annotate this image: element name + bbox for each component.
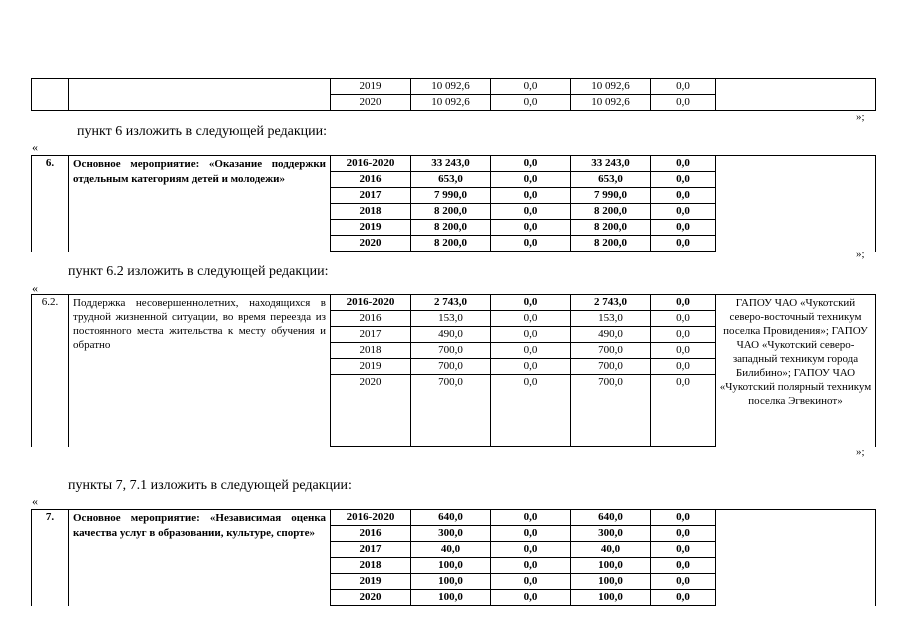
- number-cell: 6.: [32, 156, 69, 252]
- close-quote: »;: [856, 446, 865, 458]
- other-cell: 0,0: [651, 574, 716, 590]
- other-cell: 0,0: [651, 172, 716, 188]
- table-row: [32, 295, 876, 311]
- open-quote: «: [32, 281, 38, 295]
- year-cell: 2017: [331, 327, 411, 343]
- executor-cell: [716, 510, 876, 606]
- instruction-text: пункт 6.2 изложить в следующей редакции:: [68, 264, 329, 279]
- total-cell: 7 990,0: [411, 188, 491, 204]
- year-cell: 2020: [331, 95, 411, 111]
- close-quote: »;: [856, 248, 865, 260]
- other-cell: 0,0: [651, 558, 716, 574]
- table-row: [32, 156, 876, 172]
- other-cell: 0,0: [651, 343, 716, 359]
- total-cell: 640,0: [411, 510, 491, 526]
- other-cell: 0,0: [651, 311, 716, 327]
- year-cell: 2019: [331, 79, 411, 95]
- federal-cell: 0,0: [491, 311, 571, 327]
- other-cell: 0,0: [651, 510, 716, 526]
- total-cell: 10 092,6: [411, 95, 491, 111]
- table-row: [32, 79, 876, 95]
- total-cell: 700,0: [411, 343, 491, 359]
- year-cell: 2020: [331, 236, 411, 252]
- year-cell: 2016: [331, 526, 411, 542]
- instruction-text: пункт 6 изложить в следующей редакции:: [77, 124, 327, 139]
- other-cell: 0,0: [651, 204, 716, 220]
- section-table: [31, 294, 876, 447]
- other-cell: 0,0: [651, 156, 716, 172]
- total-cell: 40,0: [411, 542, 491, 558]
- federal-cell: 0,0: [491, 156, 571, 172]
- regional-cell: 8 200,0: [571, 204, 651, 220]
- total-cell: 490,0: [411, 327, 491, 343]
- year-cell: 2017: [331, 188, 411, 204]
- regional-cell: 300,0: [571, 526, 651, 542]
- total-cell: 700,0: [411, 359, 491, 375]
- description-cell: Основное мероприятие: «Независимая оценка качества услуг в образовании, культуре, спорте»: [69, 510, 331, 606]
- close-quote: »;: [856, 111, 865, 123]
- regional-cell: 8 200,0: [571, 236, 651, 252]
- executor-cell: [716, 156, 876, 252]
- regional-cell: 100,0: [571, 558, 651, 574]
- continuation-table: [31, 78, 876, 111]
- federal-cell: 0,0: [491, 574, 571, 590]
- other-cell: 0,0: [651, 359, 716, 375]
- federal-cell: 0,0: [491, 79, 571, 95]
- regional-cell: 100,0: [571, 574, 651, 590]
- other-cell: 0,0: [651, 236, 716, 252]
- federal-cell: 0,0: [491, 558, 571, 574]
- federal-cell: 0,0: [491, 236, 571, 252]
- other-cell: 0,0: [651, 95, 716, 111]
- federal-cell: 0,0: [491, 359, 571, 375]
- year-cell: 2020: [331, 590, 411, 606]
- federal-cell: 0,0: [491, 343, 571, 359]
- regional-cell: 8 200,0: [571, 220, 651, 236]
- federal-cell: 0,0: [491, 188, 571, 204]
- regional-cell: 2 743,0: [571, 295, 651, 311]
- other-cell: 0,0: [651, 220, 716, 236]
- year-cell: 2016: [331, 172, 411, 188]
- section-table: [31, 155, 876, 252]
- year-cell: 2016-2020: [331, 295, 411, 311]
- number-cell: 6.2.: [32, 295, 69, 447]
- total-cell: 8 200,0: [411, 220, 491, 236]
- other-cell: 0,0: [651, 188, 716, 204]
- total-cell: 10 092,6: [411, 79, 491, 95]
- year-cell: 2016-2020: [331, 510, 411, 526]
- other-cell: 0,0: [651, 375, 716, 447]
- total-cell: 100,0: [411, 590, 491, 606]
- regional-cell: 40,0: [571, 542, 651, 558]
- federal-cell: 0,0: [491, 327, 571, 343]
- year-cell: 2019: [331, 574, 411, 590]
- description-cell: Поддержка несовершеннолетних, находящихся в трудной жизненной ситуации, во время переезда из постоянного места жительства к месту обучения и обратно: [69, 295, 331, 447]
- regional-cell: 7 990,0: [571, 188, 651, 204]
- open-quote: «: [32, 494, 38, 508]
- table-row: [32, 510, 876, 526]
- federal-cell: 0,0: [491, 590, 571, 606]
- total-cell: 8 200,0: [411, 236, 491, 252]
- section-table: [31, 509, 876, 606]
- regional-cell: 33 243,0: [571, 156, 651, 172]
- regional-cell: 640,0: [571, 510, 651, 526]
- total-cell: 8 200,0: [411, 204, 491, 220]
- federal-cell: 0,0: [491, 295, 571, 311]
- federal-cell: 0,0: [491, 95, 571, 111]
- federal-cell: 0,0: [491, 204, 571, 220]
- total-cell: 700,0: [411, 375, 491, 447]
- federal-cell: 0,0: [491, 542, 571, 558]
- total-cell: 300,0: [411, 526, 491, 542]
- total-cell: 100,0: [411, 574, 491, 590]
- federal-cell: 0,0: [491, 375, 571, 447]
- year-cell: 2016: [331, 311, 411, 327]
- year-cell: 2020: [331, 375, 411, 447]
- other-cell: 0,0: [651, 526, 716, 542]
- number-cell: [32, 79, 69, 111]
- regional-cell: 700,0: [571, 375, 651, 447]
- regional-cell: 490,0: [571, 327, 651, 343]
- regional-cell: 153,0: [571, 311, 651, 327]
- open-quote: «: [32, 140, 38, 154]
- regional-cell: 700,0: [571, 359, 651, 375]
- regional-cell: 10 092,6: [571, 79, 651, 95]
- other-cell: 0,0: [651, 590, 716, 606]
- other-cell: 0,0: [651, 327, 716, 343]
- number-cell: 7.: [32, 510, 69, 606]
- regional-cell: 10 092,6: [571, 95, 651, 111]
- executor-cell: [716, 79, 876, 111]
- year-cell: 2018: [331, 204, 411, 220]
- total-cell: 2 743,0: [411, 295, 491, 311]
- description-cell: [69, 79, 331, 111]
- federal-cell: 0,0: [491, 526, 571, 542]
- total-cell: 153,0: [411, 311, 491, 327]
- regional-cell: 653,0: [571, 172, 651, 188]
- total-cell: 653,0: [411, 172, 491, 188]
- federal-cell: 0,0: [491, 172, 571, 188]
- year-cell: 2019: [331, 220, 411, 236]
- instruction-text: пункты 7, 7.1 изложить в следующей редакции:: [68, 478, 352, 493]
- year-cell: 2017: [331, 542, 411, 558]
- year-cell: 2016-2020: [331, 156, 411, 172]
- other-cell: 0,0: [651, 295, 716, 311]
- regional-cell: 700,0: [571, 343, 651, 359]
- regional-cell: 100,0: [571, 590, 651, 606]
- year-cell: 2018: [331, 343, 411, 359]
- other-cell: 0,0: [651, 542, 716, 558]
- total-cell: 33 243,0: [411, 156, 491, 172]
- year-cell: 2019: [331, 359, 411, 375]
- year-cell: 2018: [331, 558, 411, 574]
- other-cell: 0,0: [651, 79, 716, 95]
- federal-cell: 0,0: [491, 220, 571, 236]
- executor-cell: ГАПОУ ЧАО «Чукотский северо-восточный техникум поселка Провидения»; ГАПОУ ЧАО «Чукотский северо-западный техникум города Билибино»; ГАПОУ ЧАО «Чукотский полярный техникум поселка Эгвекинот»: [716, 295, 876, 447]
- federal-cell: 0,0: [491, 510, 571, 526]
- description-cell: Основное мероприятие: «Оказание поддержки отдельным категориям детей и молодежи»: [69, 156, 331, 252]
- total-cell: 100,0: [411, 558, 491, 574]
